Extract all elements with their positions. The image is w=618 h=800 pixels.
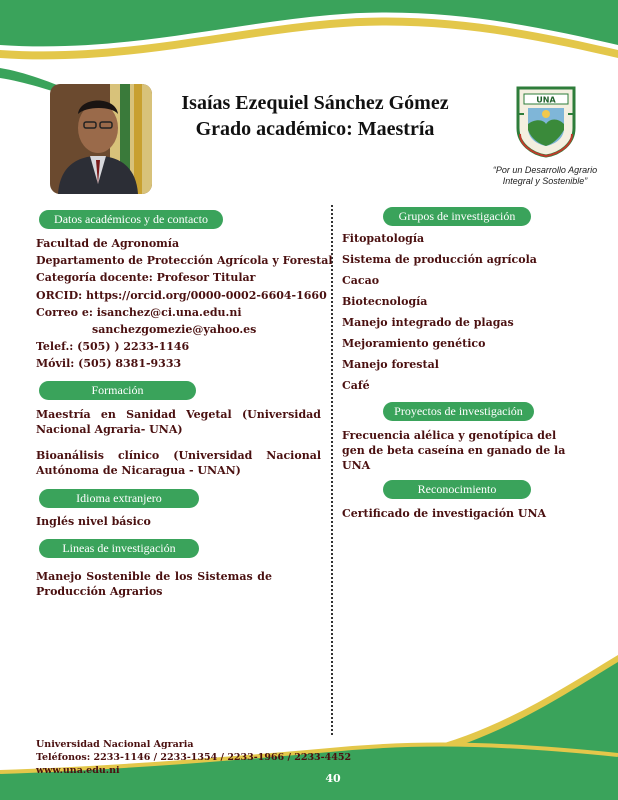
mobile-text: Móvil: (505) 8381-9333 bbox=[36, 357, 182, 370]
group-item: Sistema de producción agrícola bbox=[342, 253, 537, 266]
person-photo-icon bbox=[50, 84, 152, 194]
group-item: Manejo integrado de plagas bbox=[342, 316, 514, 329]
section-research-lines-heading: Lineas de investigación bbox=[39, 539, 199, 558]
section-language-heading: Idioma extranjero bbox=[39, 489, 199, 508]
group-item: Fitopatología bbox=[342, 232, 425, 245]
svg-text:UNA: UNA bbox=[536, 95, 556, 105]
phone-text: Telef.: (505) ) 2233-1146 bbox=[36, 340, 190, 353]
footer-website[interactable]: www.una.edu.ni bbox=[36, 765, 120, 776]
group-item: Manejo forestal bbox=[342, 358, 439, 371]
section-recognition-heading: Reconocimiento bbox=[383, 480, 531, 499]
group-item: Cacao bbox=[342, 274, 380, 287]
recognition-text: Certificado de investigación UNA bbox=[342, 507, 547, 520]
research-lines-text: Manejo Sostenible de los Sistemas de Producción Agrarios bbox=[36, 570, 272, 598]
section-formation-heading: Formación bbox=[39, 381, 196, 400]
email-secondary[interactable]: sanchezgomezie@yahoo.es bbox=[92, 323, 257, 336]
orcid-link[interactable]: ORCID: https://orcid.org/0000-0002-6604-1660 bbox=[36, 289, 327, 302]
category-text: Categoría docente: Profesor Titular bbox=[36, 271, 256, 284]
section-projects-heading: Proyectos de investigación bbox=[383, 402, 534, 421]
una-shield-icon bbox=[514, 84, 578, 158]
formation-item: Maestría en Sanidad Vegetal (Universidad Nacional Agraria- UNA) bbox=[36, 408, 321, 436]
group-item: Biotecnología bbox=[342, 295, 428, 308]
group-item: Café bbox=[342, 379, 370, 392]
profile-photo bbox=[50, 84, 152, 194]
footer-phones: Teléfonos: 2233-1146 / 2233-1354 / 2233-1966 / 2233-4452 bbox=[36, 752, 352, 763]
motto-line1: “Por un Desarrollo Agrario bbox=[492, 165, 598, 175]
page-number: 40 bbox=[325, 772, 341, 785]
section-contact-heading: Datos académicos y de contacto bbox=[39, 210, 223, 229]
project-text: Frecuencia alélica y genotípica del gen de beta caseína en ganado de la UNA bbox=[342, 429, 566, 472]
formation-item: Bioanálisis clínico (Universidad Nacional Autónoma de Nicaragua - UNAN) bbox=[36, 449, 321, 477]
top-wave-decoration bbox=[0, 0, 618, 75]
motto-line2: Integral y Sostenible” bbox=[502, 176, 588, 186]
university-logo bbox=[514, 84, 578, 158]
faculty-text: Facultad de Agronomía bbox=[36, 237, 180, 250]
person-name: Isaías Ezequiel Sánchez Gómez bbox=[181, 92, 449, 114]
email-primary[interactable]: Correo e: isanchez@ci.una.edu.ni bbox=[36, 306, 242, 319]
motto bbox=[478, 165, 612, 187]
section-groups-heading: Grupos de investigación bbox=[383, 207, 531, 226]
language-text: Inglés nivel básico bbox=[36, 515, 151, 528]
footer-university: Universidad Nacional Agraria bbox=[36, 739, 194, 750]
academic-degree: Grado académico: Maestría bbox=[195, 118, 435, 140]
department-text: Departamento de Protección Agrícola y Forestal bbox=[36, 254, 333, 267]
group-item: Mejoramiento genético bbox=[342, 337, 486, 350]
